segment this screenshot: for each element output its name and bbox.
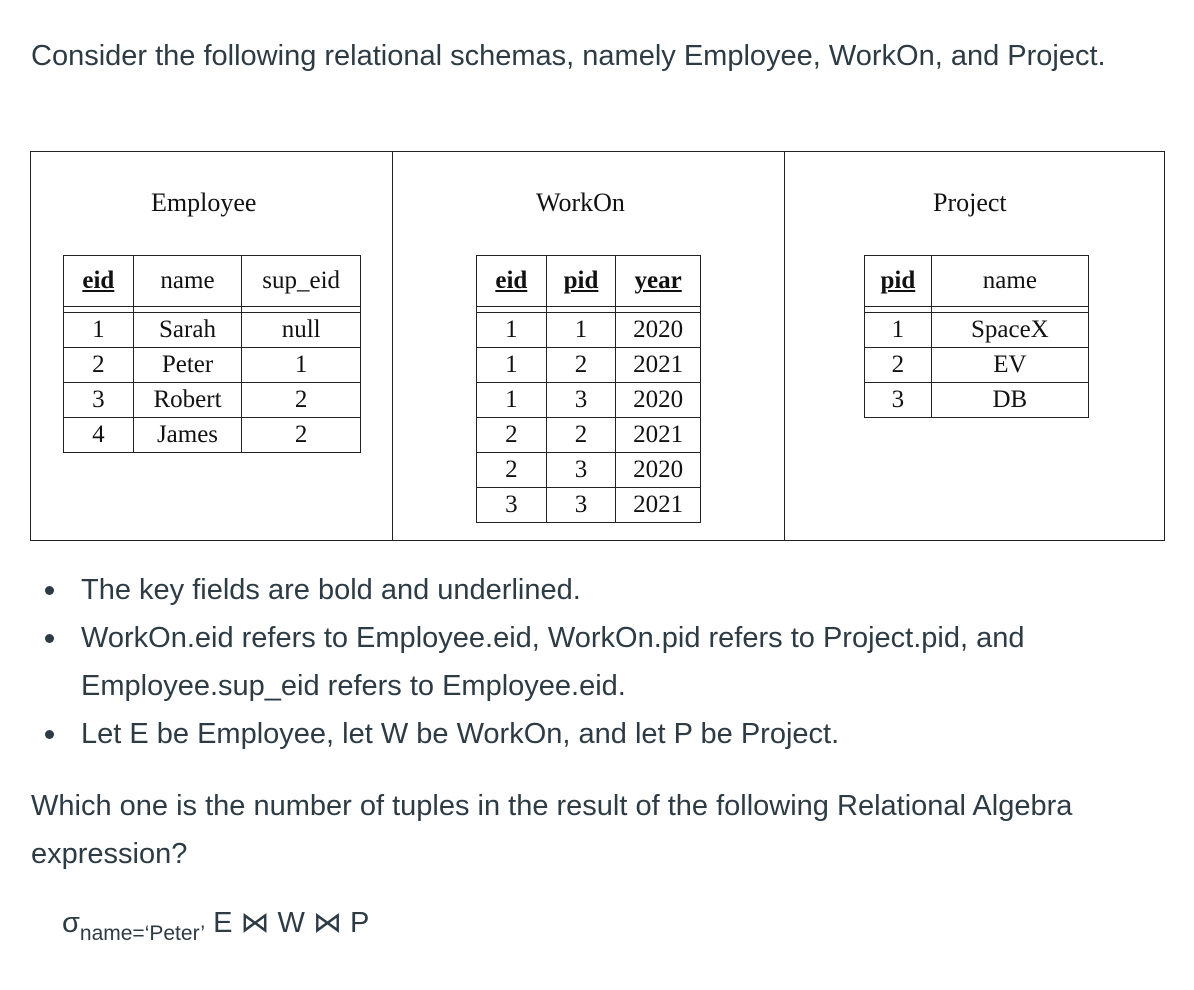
table-cell: 1 [242, 348, 361, 383]
relational-algebra-expression [62, 905, 369, 946]
table-header-row [865, 256, 1089, 307]
column-header: eid [64, 256, 134, 307]
table-row [64, 383, 361, 418]
intro-text: Consider the following relational schemas, namely Employee, WorkOn, and Project. [31, 40, 1106, 72]
table-row [477, 488, 701, 523]
notes-list [41, 566, 1151, 758]
join-expression: E ⋈ W ⋈ P [205, 907, 370, 939]
table-row [477, 418, 701, 453]
table-cell: 2020 [616, 383, 701, 418]
table-cell: Peter [133, 348, 242, 383]
employee-panel [31, 152, 392, 540]
table-row [64, 418, 361, 453]
sigma-symbol: σ [62, 907, 80, 939]
table-row [477, 383, 701, 418]
table-cell: null [242, 313, 361, 348]
list-item: WorkOn.eid refers to Employee.eid, WorkOn.pid refers to Project.pid, and Employee.sup_eid refers to Employee.eid. [41, 614, 1151, 710]
column-header: sup_eid [242, 256, 361, 307]
workon-panel [392, 152, 784, 540]
column-header: pid [865, 256, 932, 307]
table-row [477, 453, 701, 488]
table-cell: 2020 [616, 453, 701, 488]
workon-title: WorkOn [536, 188, 625, 217]
table-row [64, 313, 361, 348]
table-row [477, 313, 701, 348]
table-cell: 1 [865, 313, 932, 348]
employee-table [63, 255, 361, 453]
table-cell: 2020 [616, 313, 701, 348]
table-cell: 1 [477, 383, 547, 418]
table-cell: 2 [64, 348, 134, 383]
table-cell: 1 [477, 313, 547, 348]
list-item: The key fields are bold and underlined. [41, 566, 1151, 614]
table-cell: Robert [133, 383, 242, 418]
table-cell: 2 [546, 348, 616, 383]
table-cell: 3 [477, 488, 547, 523]
table-cell: 1 [546, 313, 616, 348]
table-row [865, 383, 1089, 418]
table-cell: 3 [64, 383, 134, 418]
table-cell: 3 [546, 488, 616, 523]
table-row [64, 348, 361, 383]
table-row [865, 313, 1089, 348]
table-cell: DB [931, 383, 1088, 418]
column-header: year [616, 256, 701, 307]
table-cell: 1 [64, 313, 134, 348]
table-header-row [64, 256, 361, 307]
project-title: Project [933, 188, 1007, 217]
table-cell: 2 [242, 383, 361, 418]
table-cell: 1 [477, 348, 547, 383]
list-item: Let E be Employee, let W be WorkOn, and let P be Project. [41, 710, 1151, 758]
table-header-row [477, 256, 701, 307]
table-cell: 2021 [616, 418, 701, 453]
workon-table [476, 255, 701, 523]
table-cell: SpaceX [931, 313, 1088, 348]
table-row [865, 348, 1089, 383]
table-cell: 2 [477, 453, 547, 488]
table-cell: 2 [546, 418, 616, 453]
table-cell: 4 [64, 418, 134, 453]
table-cell: 3 [546, 453, 616, 488]
table-cell: EV [931, 348, 1088, 383]
schema-figure [30, 151, 1165, 541]
project-panel [784, 152, 1164, 540]
project-table [864, 255, 1089, 418]
table-cell: 2 [242, 418, 361, 453]
column-header: eid [477, 256, 547, 307]
table-row [477, 348, 701, 383]
question-text: Which one is the number of tuples in the result of the following Relational Algebra expression? [31, 790, 1073, 870]
table-cell: Sarah [133, 313, 242, 348]
employee-title: Employee [151, 188, 257, 217]
column-header: pid [546, 256, 616, 307]
column-header: name [133, 256, 242, 307]
selection-condition: name=‘Peter’ [79, 922, 206, 945]
table-cell: 2021 [616, 348, 701, 383]
table-cell: James [133, 418, 242, 453]
table-cell: 2 [477, 418, 547, 453]
table-cell: 3 [546, 383, 616, 418]
table-cell: 3 [865, 383, 932, 418]
table-cell: 2021 [616, 488, 701, 523]
table-cell: 2 [865, 348, 932, 383]
column-header: name [931, 256, 1088, 307]
